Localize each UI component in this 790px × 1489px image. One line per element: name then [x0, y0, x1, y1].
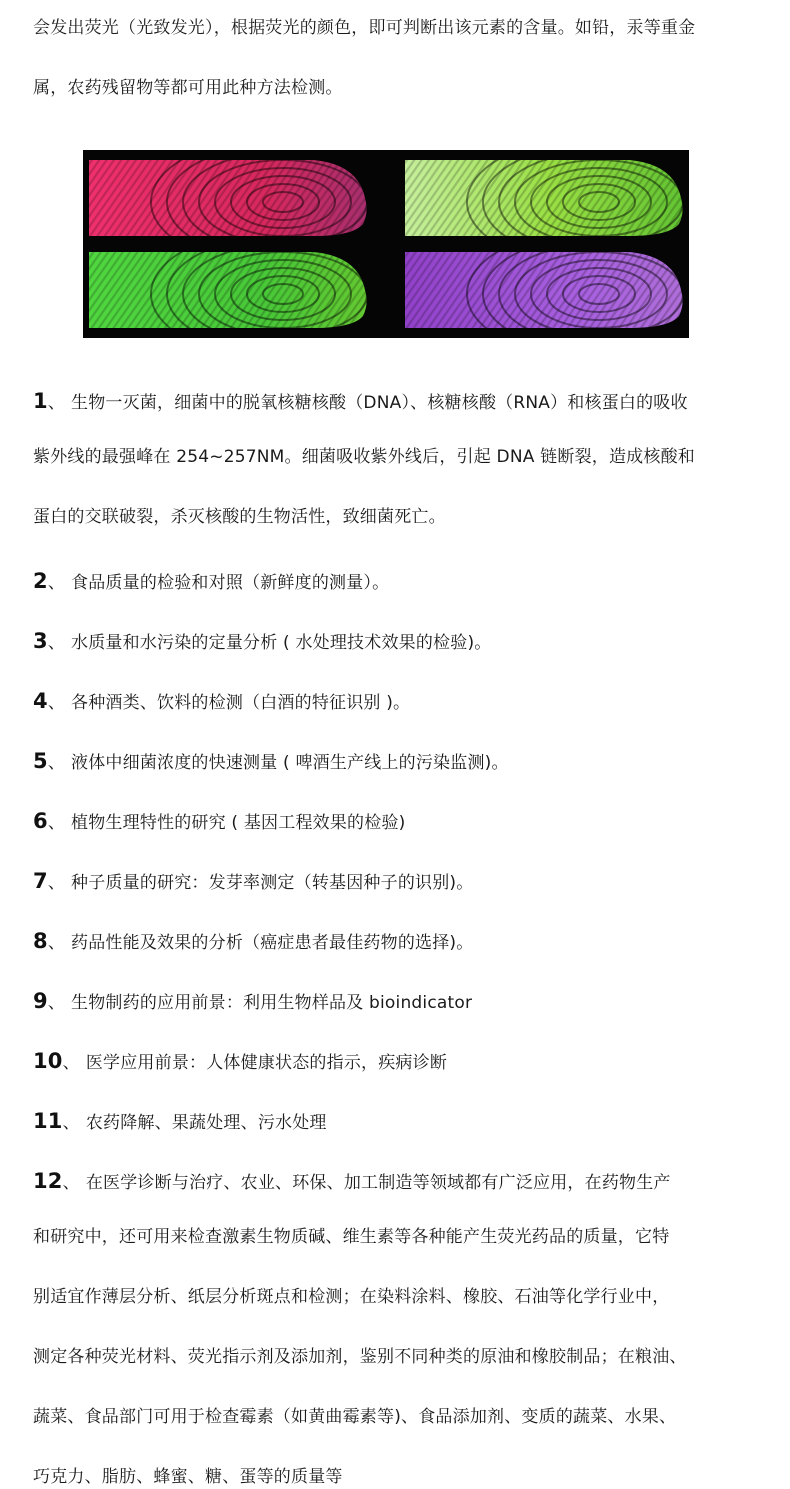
list-item-6: [33, 809, 406, 835]
fingerprint-panel-pink: [83, 150, 415, 268]
list-item-separator: 、: [47, 393, 66, 413]
intro-line-2: 属，农药残留物等都可用此种方法检测。: [33, 78, 343, 98]
list-item-text: 农药降解、果蔬处理、污水处理: [85, 1113, 327, 1133]
list-item-number: 8: [33, 929, 48, 953]
list-item-3: [33, 629, 492, 655]
list-item-text: 植物生理特性的研究 ( 基因工程效果的检验): [71, 813, 406, 833]
list-item-number: 10: [33, 1049, 63, 1073]
fingerprint-panels: [83, 150, 689, 338]
list-item-12-line-2: 和研究中，还可用来检查激素生物质碱、维生素等各种能产生荧光药品的质量，它特: [33, 1227, 670, 1247]
list-item-number: 5: [33, 749, 48, 773]
list-item-7: [33, 869, 473, 895]
list-item-text: 医学应用前景：人体健康状态的指示，疾病诊断: [85, 1053, 448, 1073]
list-item-number: 6: [33, 809, 48, 833]
list-item-separator: 、: [62, 1053, 80, 1073]
list-item-12-line-5: 蔬菜、食品部门可用于检查霉素（如黄曲霉素等)、食品添加剂、变质的蔬菜、水果、: [33, 1407, 677, 1427]
list-item-text: 各种酒类、饮料的检测（白酒的特征识别 )。: [71, 693, 411, 713]
list-item-separator: 、: [47, 693, 66, 713]
list-item-4: [33, 689, 410, 715]
list-item-12-line-3: 别适宜作薄层分析、纸层分析斑点和检测；在染料涂料、橡胶、石油等化学行业中，: [33, 1287, 670, 1307]
list-item-text: 药品性能及效果的分析（癌症患者最佳药物的选择)。: [71, 933, 474, 953]
list-item-text: 液体中细菌浓度的快速测量 ( 啤酒生产线上的污染监测)。: [71, 753, 509, 773]
list-item-number: 9: [33, 989, 48, 1013]
list-item-9: [33, 989, 472, 1015]
list-item-separator: 、: [47, 873, 66, 893]
list-item-5: [33, 749, 509, 775]
list-item-separator: 、: [62, 1173, 80, 1193]
fingerprint-panel-light-green: [399, 150, 689, 268]
list-item-separator: 、: [47, 933, 66, 953]
list-item-2: [33, 569, 389, 595]
list-item-12-line-6: 巧克力、脂肪、蜂蜜、糖、蛋等的质量等: [33, 1467, 343, 1487]
list-item-number: 2: [33, 569, 48, 593]
list-item-1-line-3: 蛋白的交联破裂，杀灭核酸的生物活性，致细菌死亡。: [33, 507, 446, 527]
list-item-text: 食品质量的检验和对照（新鲜度的测量）。: [71, 573, 390, 593]
list-item-10: [33, 1049, 447, 1075]
list-item-12-line-4: 测定各种荧光材料、荧光指示剂及添加剂，鉴别不同种类的原油和橡胶制品；在粮油、: [33, 1347, 687, 1367]
list-item-12-line-1: [33, 1169, 671, 1195]
list-item-number: 1: [33, 389, 48, 413]
list-item-11: [33, 1109, 327, 1135]
list-item-text: 生物一灭菌，细菌中的脱氧核糖核酸（DNA）、核糖核酸（RNA）和核蛋白的吸收: [71, 393, 688, 413]
list-item-text: 生物制药的应用前景：利用生物样品及 bioindicator: [71, 993, 473, 1013]
list-item-separator: 、: [47, 813, 66, 833]
list-item-1-line-1: [33, 389, 688, 415]
list-item-number: 12: [33, 1169, 63, 1193]
fluorescent-fingerprint-image: [83, 150, 689, 338]
list-item-separator: 、: [47, 753, 66, 773]
list-item-text: 种子质量的研究：发芽率测定（转基因种子的识别)。: [71, 873, 474, 893]
list-item-number: 3: [33, 629, 48, 653]
list-item-separator: 、: [47, 993, 66, 1013]
list-item-number: 11: [33, 1109, 63, 1133]
list-item-separator: 、: [47, 633, 66, 653]
list-item-number: 4: [33, 689, 48, 713]
list-item-separator: 、: [47, 573, 66, 593]
intro-line-1: 会发出荧光（光致发光），根据荧光的颜色，即可判断出该元素的含量。如铅，汞等重金: [33, 18, 696, 38]
fingerprint-panel-green: [83, 228, 415, 338]
list-item-number: 7: [33, 869, 48, 893]
list-item-text: 水质量和水污染的定量分析 ( 水处理技术效果的检验)。: [71, 633, 492, 653]
fingerprint-panel-purple: [399, 228, 689, 338]
list-item-8: [33, 929, 473, 955]
list-item-text: 在医学诊断与治疗、农业、环保、加工制造等领域都有广泛应用，在药物生产: [85, 1173, 671, 1193]
list-item-separator: 、: [62, 1113, 80, 1133]
list-item-1-line-2: 紫外线的最强峰在 254~257NM。细菌吸收紫外线后，引起 DNA 链断裂，造成核酸和: [33, 447, 695, 467]
